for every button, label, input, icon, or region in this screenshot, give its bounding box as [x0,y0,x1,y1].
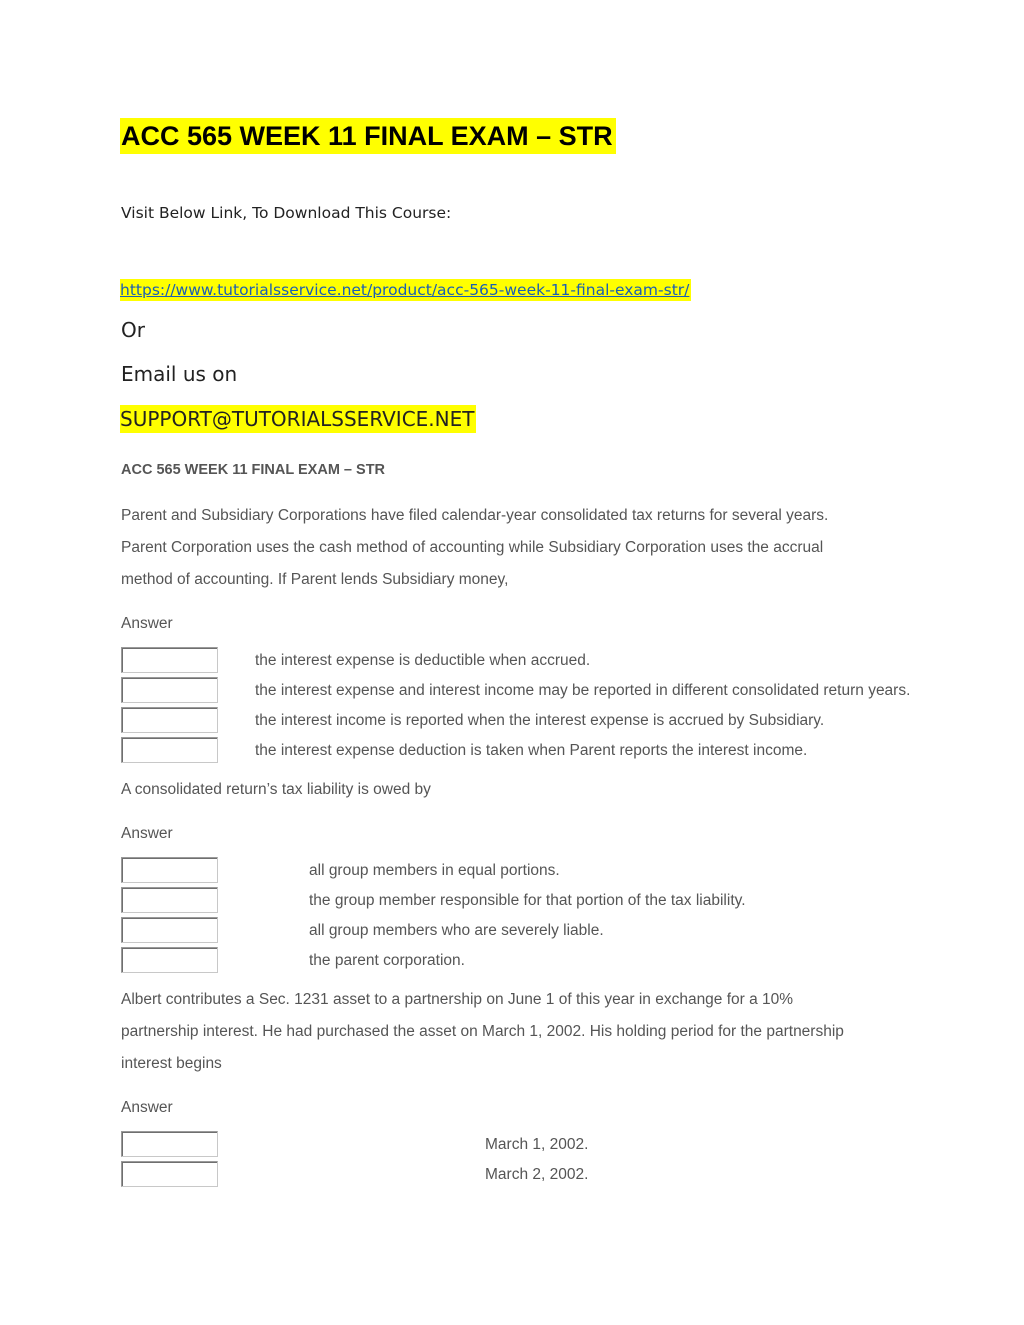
question-1-option-3: the interest income is reported when the interest expense is accrued by Subsidiary. [255,712,825,729]
email-label: Email us on [121,362,238,386]
question-3-line-2: partnership interest. He had purchased the asset on March 1, 2002. His holding period for the partnership [121,1023,844,1040]
answer-label-2: Answer [121,825,173,842]
question-1-line-2: Parent Corporation uses the cash method of accounting while Subsidiary Corporation uses the accrual [121,539,824,556]
question-3-option-2: March 2, 2002. [485,1166,589,1183]
question-1-line-1: Parent and Subsidiary Corporations have filed calendar-year consolidated tax returns for several years. [121,507,829,524]
question-3-option-1: March 1, 2002. [485,1136,589,1153]
question-1-option-4: the interest expense deduction is taken when Parent reports the interest income. [255,742,808,759]
exam-subtitle: ACC 565 WEEK 11 FINAL EXAM – STR [121,462,386,478]
answer-label-3: Answer [121,1099,173,1116]
answer-checkbox[interactable] [121,707,218,733]
question-3-line-1: Albert contributes a Sec. 1231 asset to a partnership on June 1 of this year in exchange for a 10% [121,991,794,1008]
page-title: ACC 565 WEEK 11 FINAL EXAM – STR [120,118,616,154]
download-instruction: Visit Below Link, To Download This Course: [121,204,452,222]
support-email[interactable]: SUPPORT@TUTORIALSSERVICE.NET [120,407,475,431]
question-1-option-2: the interest expense and interest income may be reported in different consolidated return years. [255,682,911,699]
question-1-option-1: the interest expense is deductible when accrued. [255,652,591,669]
answer-checkbox[interactable] [121,647,218,673]
answer-label-1: Answer [121,615,173,632]
answer-checkbox[interactable] [121,1161,218,1187]
question-2-option-4: the parent corporation. [309,952,465,969]
question-1-line-3: method of accounting. If Parent lends Subsidiary money, [121,571,509,588]
question-3-line-3: interest begins [121,1055,222,1072]
answer-checkbox[interactable] [121,677,218,703]
course-link[interactable]: https://www.tutorialsservice.net/product/acc-565-week-11-final-exam-str/ [120,281,690,299]
question-2-option-3: all group members who are severely liable. [309,922,604,939]
question-2-option-2: the group member responsible for that portion of the tax liability. [309,892,746,909]
answer-checkbox[interactable] [121,917,218,943]
answer-checkbox[interactable] [121,737,218,763]
question-2-option-1: all group members in equal portions. [309,862,560,879]
or-text: Or [121,318,145,342]
answer-checkbox[interactable] [121,857,218,883]
answer-checkbox[interactable] [121,887,218,913]
answer-checkbox[interactable] [121,947,218,973]
answer-checkbox[interactable] [121,1131,218,1157]
question-2-line-1: A consolidated return’s tax liability is owed by [121,781,431,798]
